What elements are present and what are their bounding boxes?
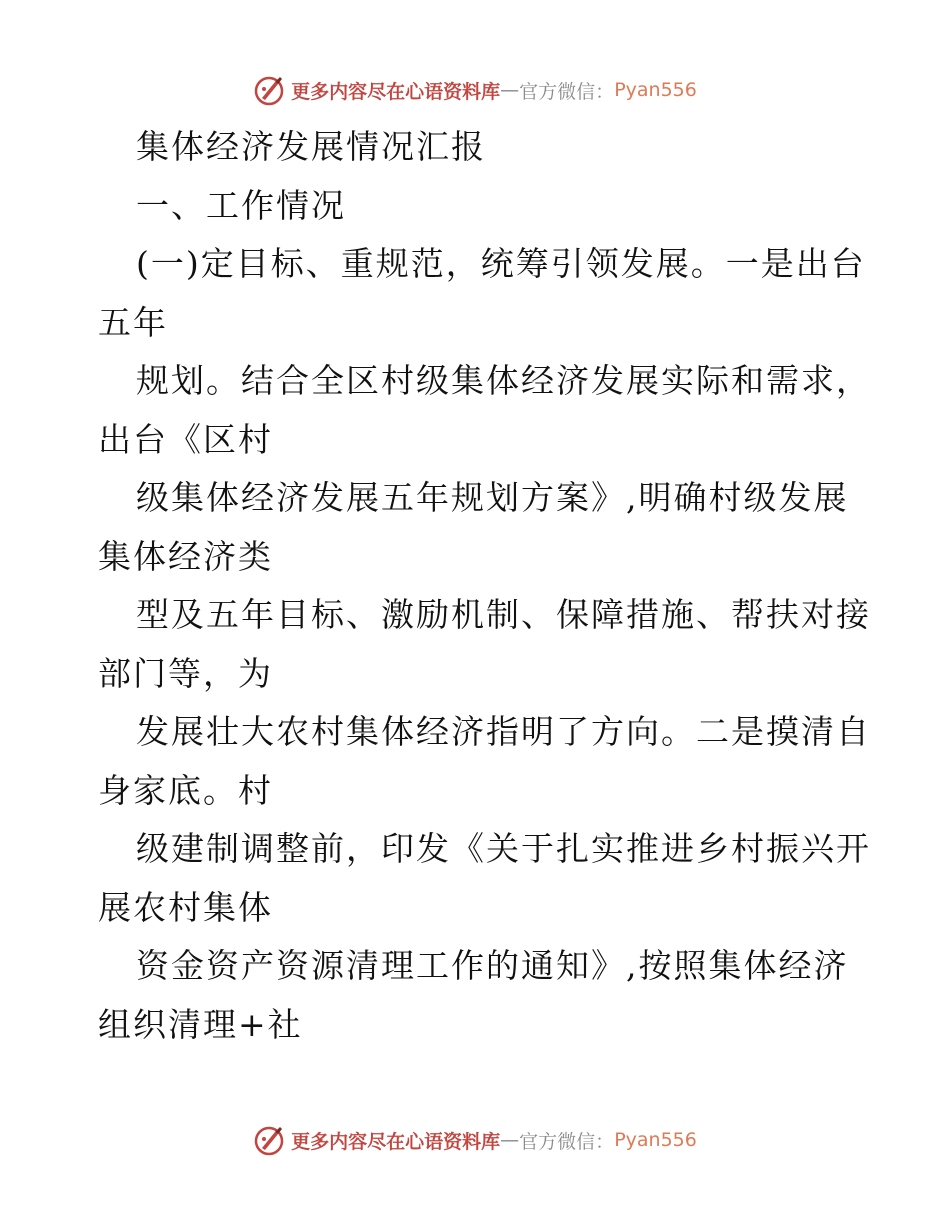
quill-pen-seal-icon <box>253 74 285 106</box>
text-line: 身家底。村 <box>98 770 273 810</box>
text-line: 发展壮大农村集体经济指明了方向。二是摸清自 <box>136 712 871 751</box>
text-line: 出台《区村 <box>98 419 273 459</box>
document-title: 集体经济发展情况汇报 <box>136 127 486 166</box>
text-line: 级集体经济发展五年规划方案》,明确村级发展 <box>136 478 849 517</box>
document-body <box>98 118 871 1054</box>
text-line: 五年 <box>98 302 168 342</box>
text-line: 部门等，为 <box>98 653 273 693</box>
text-line: 组织清理+社 <box>98 1004 303 1044</box>
banner-separator: — <box>500 1129 520 1151</box>
promo-text: 更多内容尽在心语资料库 <box>291 1130 501 1153</box>
wechat-label: 官方微信： <box>519 80 615 103</box>
text-line: 展农村集体 <box>98 887 273 927</box>
header-watermark-banner <box>0 72 950 108</box>
banner-separator: — <box>500 79 520 101</box>
promo-text: 更多内容尽在心语资料库 <box>291 80 501 103</box>
text-line: 级建制调整前，印发《关于扎实推进乡村振兴开 <box>136 829 871 868</box>
footer-watermark-banner <box>0 1122 950 1158</box>
text-line: 集体经济类 <box>98 536 273 576</box>
wechat-id: Pyan556 <box>614 1129 697 1151</box>
text-line: 资金资产资源清理工作的通知》,按照集体经济 <box>136 946 849 985</box>
text-line: (一)定目标、重规范，统筹引领发展。一是出台 <box>136 244 866 283</box>
wechat-label: 官方微信： <box>519 1130 615 1153</box>
text-line: 一、工作情况 <box>136 185 346 225</box>
text-line: 型及五年目标、激励机制、保障措施、帮扶对接 <box>136 595 871 634</box>
quill-pen-seal-icon <box>253 1124 285 1156</box>
text-line: 规划。结合全区村级集体经济发展实际和需求， <box>136 361 871 400</box>
wechat-id: Pyan556 <box>614 79 697 101</box>
